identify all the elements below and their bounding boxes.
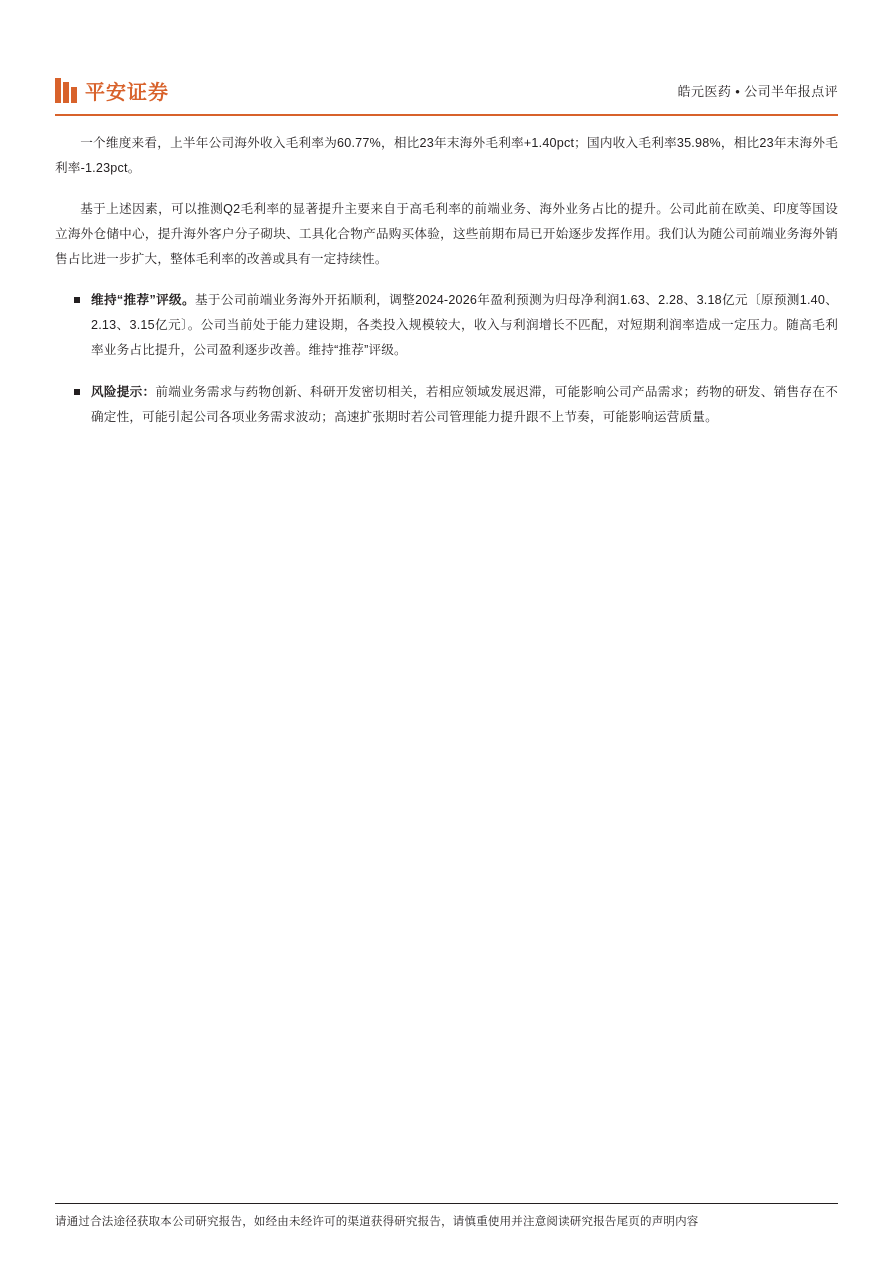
list-item-title: 风险提示：	[91, 385, 156, 399]
list-item-title: 维持“推荐”评级。	[91, 293, 195, 307]
list-item-text: 前端业务需求与药物创新、科研开发密切相关，若相应领域发展迟滞，可能影响公司产品需求；药物的研发、销售存在不确定性，可能引起公司各项业务需求波动；高速扩张期时若公司管理能力提升跟不上节奏，可能影响运营质量。	[91, 385, 838, 424]
list-item	[55, 288, 838, 363]
square-bullet-icon	[74, 297, 80, 303]
footer-divider	[55, 1203, 838, 1204]
footer-disclaimer: 请通过合法途径获取本公司研究报告，如经由未经许可的渠道获得研究报告，请慎重使用并注意阅读研究报告尾页的声明内容	[55, 1216, 699, 1228]
header-divider	[55, 114, 838, 116]
paragraph-1: 一个维度来看，上半年公司海外收入毛利率为60.77%，相比23年末海外毛利率+1.40pct；国内收入毛利率35.98%，相比23年末海外毛利率-1.23pct。	[55, 136, 838, 175]
paragraph-2: 基于上述因素，可以推测Q2毛利率的显著提升主要来自于高毛利率的前端业务、海外业务占比的提升。公司此前在欧美、印度等国设立海外仓储中心，提升海外客户分子砌块、工具化合物产品购买体验，这些前期布局已开始逐步发挥作用。我们认为随公司前端业务海外销售占比进一步扩大，整体毛利率的改善或具有一定持续性。	[55, 202, 838, 266]
header-title: 皓元医药 • 公司半年报点评	[677, 83, 838, 99]
list-item	[55, 380, 838, 430]
page-header	[55, 66, 838, 114]
document-body	[55, 131, 838, 447]
bullet-list	[55, 288, 838, 430]
three-bars-logo-icon	[55, 78, 78, 103]
square-bullet-icon	[74, 389, 80, 395]
list-item-text: 基于公司前端业务海外开拓顺利，调整2024-2026年盈利预测为归母净利润1.63、2.28、3.18亿元〔原预测1.40、2.13、3.15亿元〕。公司当前处于能力建设期，各类投入规模较大，收入与利润增长不匹配，对短期利润率造成一定压力。随高毛利率业务占比提升，公司盈利逐步改善。维持“推荐”评级。	[91, 293, 839, 357]
brand-logo	[55, 76, 169, 105]
brand-name: 平安证券	[85, 79, 169, 104]
